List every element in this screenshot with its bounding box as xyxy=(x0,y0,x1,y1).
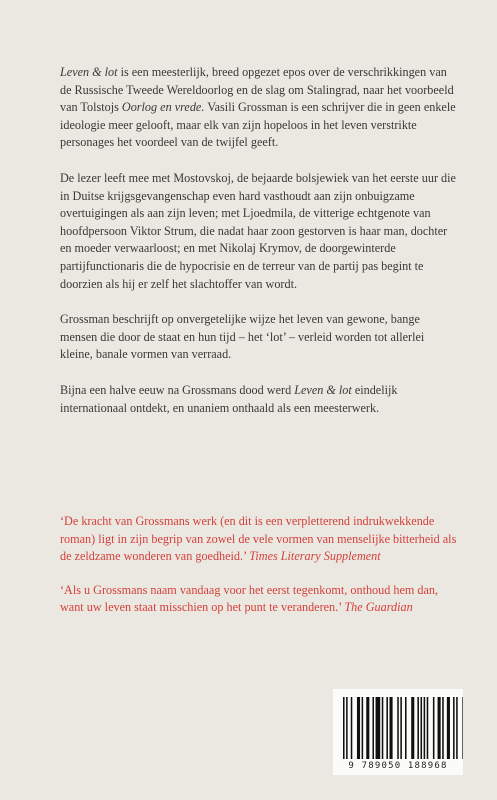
quote-source: Times Literary Supplement xyxy=(249,549,381,564)
barcode-bar xyxy=(433,697,435,759)
barcode-bar xyxy=(390,697,393,759)
blurb-paragraph-4 xyxy=(60,382,460,417)
barcode-bar xyxy=(424,697,426,759)
press-quote xyxy=(60,513,460,566)
blurb-text-segment: is een meesterlijk, breed opgezet epos over de verschrikkingen van de Russische Tweede Wereldoorlog en de slag om Stalingrad, naar het voorbeeld van Tolstojs xyxy=(60,65,454,115)
barcode-bar xyxy=(362,697,364,759)
blurb-text-segment: Bijna een halve eeuw na Grossmans dood werd xyxy=(60,382,295,397)
barcode-bar xyxy=(366,697,369,759)
blurb-paragraph-2: De lezer leeft mee met Mostovskoj, de bejaarde bolsjewiek van het eerste uur die in Duitse krijgsgevangenschap even hard vasthoudt aan zijn onbuigzame overtuigingen als aan zijn leven; met Ljoedmila, de vitterige echtgenote van hoofdpersoon Viktor Strum, die nadat haar zoon gestorven is haar man, dochter en moeder verwaarloost; en met Nikolaj Krymov, de doorgewinterde partijfunctionaris die de hypocrisie en de terreur van de partij pas begint te doorzien als hij er zelf het slachtoffer van wordt. xyxy=(60,170,456,291)
barcode-bars xyxy=(333,689,463,761)
barcode-bar xyxy=(400,697,402,759)
barcode-bar xyxy=(456,697,458,759)
book-title: Leven & lot xyxy=(294,382,352,397)
barcode-bar xyxy=(447,697,450,759)
barcode-bar xyxy=(343,697,345,759)
barcode-bar xyxy=(357,697,360,759)
isbn-number: 9 789050 188968 xyxy=(348,761,448,771)
barcode-bar xyxy=(386,697,388,759)
barcode-bar xyxy=(372,697,374,759)
reference-title: Oorlog en vrede. xyxy=(121,100,205,115)
press-quote xyxy=(60,582,460,617)
blurb-paragraph-1 xyxy=(60,64,460,152)
blurb-text-segment: Vasili Grossman is een schrijver die in geen enkele ideologie meer gelooft, maar elk van zijn hopeloos in het leven verstrikte personages het voordeel van de twijfel geeft. xyxy=(60,100,456,150)
barcode-bar xyxy=(438,697,441,759)
barcode-bar xyxy=(351,697,353,759)
barcode-bar xyxy=(442,697,444,759)
barcode-bar xyxy=(411,697,414,759)
barcode-bar xyxy=(376,697,381,759)
barcode-bar xyxy=(462,697,463,759)
quote-source: The Guardian xyxy=(344,600,413,615)
blurb-text xyxy=(60,64,460,435)
isbn-barcode xyxy=(333,689,463,775)
barcode-bar xyxy=(382,697,384,759)
quote-text: ‘Als u Grossmans naam vandaag voor het eerst tegenkomt, onthoud hem dan, want uw leven staat misschien op het punt te veranderen.’ xyxy=(60,582,439,615)
barcode-bar xyxy=(397,697,399,759)
barcode-bar xyxy=(417,697,419,759)
barcode-bar xyxy=(453,697,455,759)
barcode-bar xyxy=(421,697,423,759)
press-quotes xyxy=(60,513,460,633)
blurb-text-segment: eindelijk internationaal ontdekt, en unaniem onthaald als een meesterwerk. xyxy=(60,382,398,415)
book-title: Leven & lot xyxy=(60,65,118,79)
blurb-paragraph-3: Grossman beschrijft op onvergetelijke wijze het leven van gewone, bange mensen die door de staat en hun tijd – het ‘lot’ – verleid worden tot allerlei kleine, banale vormen van verraad. xyxy=(60,312,425,362)
barcode-bar xyxy=(346,697,348,759)
barcode-bar xyxy=(405,697,407,759)
quote-text: ‘De kracht van Grossmans werk (en dit is een verpletterend indrukwekkende roman) ligt in zijn begrip van zowel de vele vormen van menselijke bitterheid als de zeldzame wonderen van goedheid.’ xyxy=(60,514,457,564)
barcode-bar xyxy=(427,697,429,759)
